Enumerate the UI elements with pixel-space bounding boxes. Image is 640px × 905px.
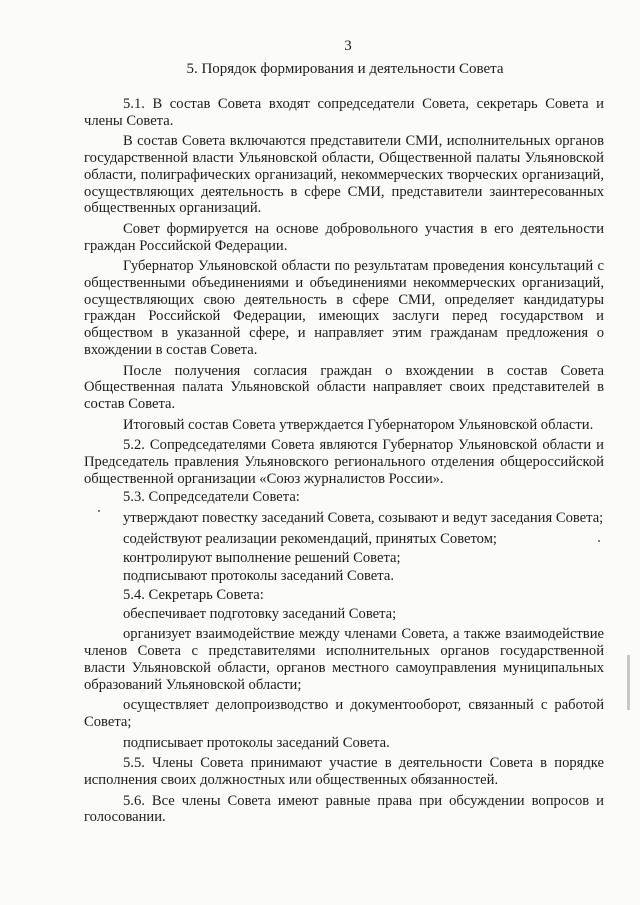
list-item-secretary-preparation: обеспечивает подготовку заседаний Совета; <box>123 605 397 622</box>
scan-dot-mark <box>98 510 100 512</box>
list-item-cochairs-protocols: подписывают протоколы заседаний Совета. <box>123 568 394 585</box>
paragraph-5-2: 5.2. Сопредседателями Совета являются Губернатор Ульяновской области и Председатель правления Ульяновского регионального отделения общероссийской общественной организации «Союз журналистов России». <box>84 437 604 487</box>
paragraph-public-chamber: После получения согласия граждан о вхождении в состав Совета Общественная палата Ульяновской области направляет своих представителей в состав Совета. <box>84 362 604 412</box>
scan-dot-mark <box>598 540 600 542</box>
paragraph-5-3: 5.3. Сопредседатели Совета: <box>123 489 300 506</box>
paragraph-governor-candidates: Губернатор Ульяновской области по результатам проведения консультаций с общественными объединениями и объединениями некоммерческих организаций, осуществляющих свою деятельность в сфере СМИ, определяет кандидатуры граждан Российской Федерации, имеющих заслуги перед государством и обществом в указанной сфере, и направляет этим гражданам предложения о вхождении в состав Совета. <box>84 258 604 358</box>
paragraph-final-composition: Итоговый состав Совета утверждается Губернатором Ульяновской области. <box>123 416 594 433</box>
paragraph-5-1: 5.1. В состав Совета входят сопредседатели Совета, секретарь Совета и члены Совета. <box>84 96 604 129</box>
list-item-secretary-protocols: подписывает протоколы заседаний Совета. <box>123 734 390 751</box>
paragraph-5-6: 5.6. Все члены Совета имеют равные права при обсуждении вопросов и голосовании. <box>84 792 604 826</box>
scan-margin-mark <box>627 655 630 710</box>
paragraph-5-4: 5.4. Секретарь Совета: <box>123 586 264 603</box>
list-item-cochairs-agenda: утверждают повестку заседаний Совета, созывают и ведут заседания Совета; <box>123 510 604 527</box>
section-title: 5. Порядок формирования и деятельности Совета <box>186 61 504 77</box>
page-number: 3 <box>344 38 352 54</box>
paragraph-council-composition: В состав Совета включаются представители СМИ, исполнительных органов государственной власти Ульяновской области, Общественной палаты Ульяновской области, полиграфических организаций, некоммерческих творческих организаций, осуществляющих деятельность в сфере СМИ, представители заинтересованных общественных организаций. <box>84 133 604 217</box>
list-item-secretary-interaction: организует взаимодействие между членами Совета, а также взаимодействие членов Совета с представителями исполнительных органов государственной власти Ульяновской области, органов местного самоуправления муниципальных образований Ульяновской области; <box>84 626 604 693</box>
list-item-cochairs-control: контролируют выполнение решений Совета; <box>123 549 401 566</box>
document-body <box>84 96 604 826</box>
paragraph-council-formation: Совет формируется на основе добровольного участия в его деятельности граждан Российской Федерации. <box>84 220 604 254</box>
list-item-cochairs-recommendations: содействуют реализации рекомендаций, принятых Советом; <box>123 530 497 547</box>
list-item-secretary-records: осуществляет делопроизводство и документооборот, связанный с работой Совета; <box>84 697 604 730</box>
paragraph-5-5: 5.5. Члены Совета принимают участие в деятельности Совета в порядке исполнения своих должностных или общественных обязанностей. <box>84 755 604 789</box>
